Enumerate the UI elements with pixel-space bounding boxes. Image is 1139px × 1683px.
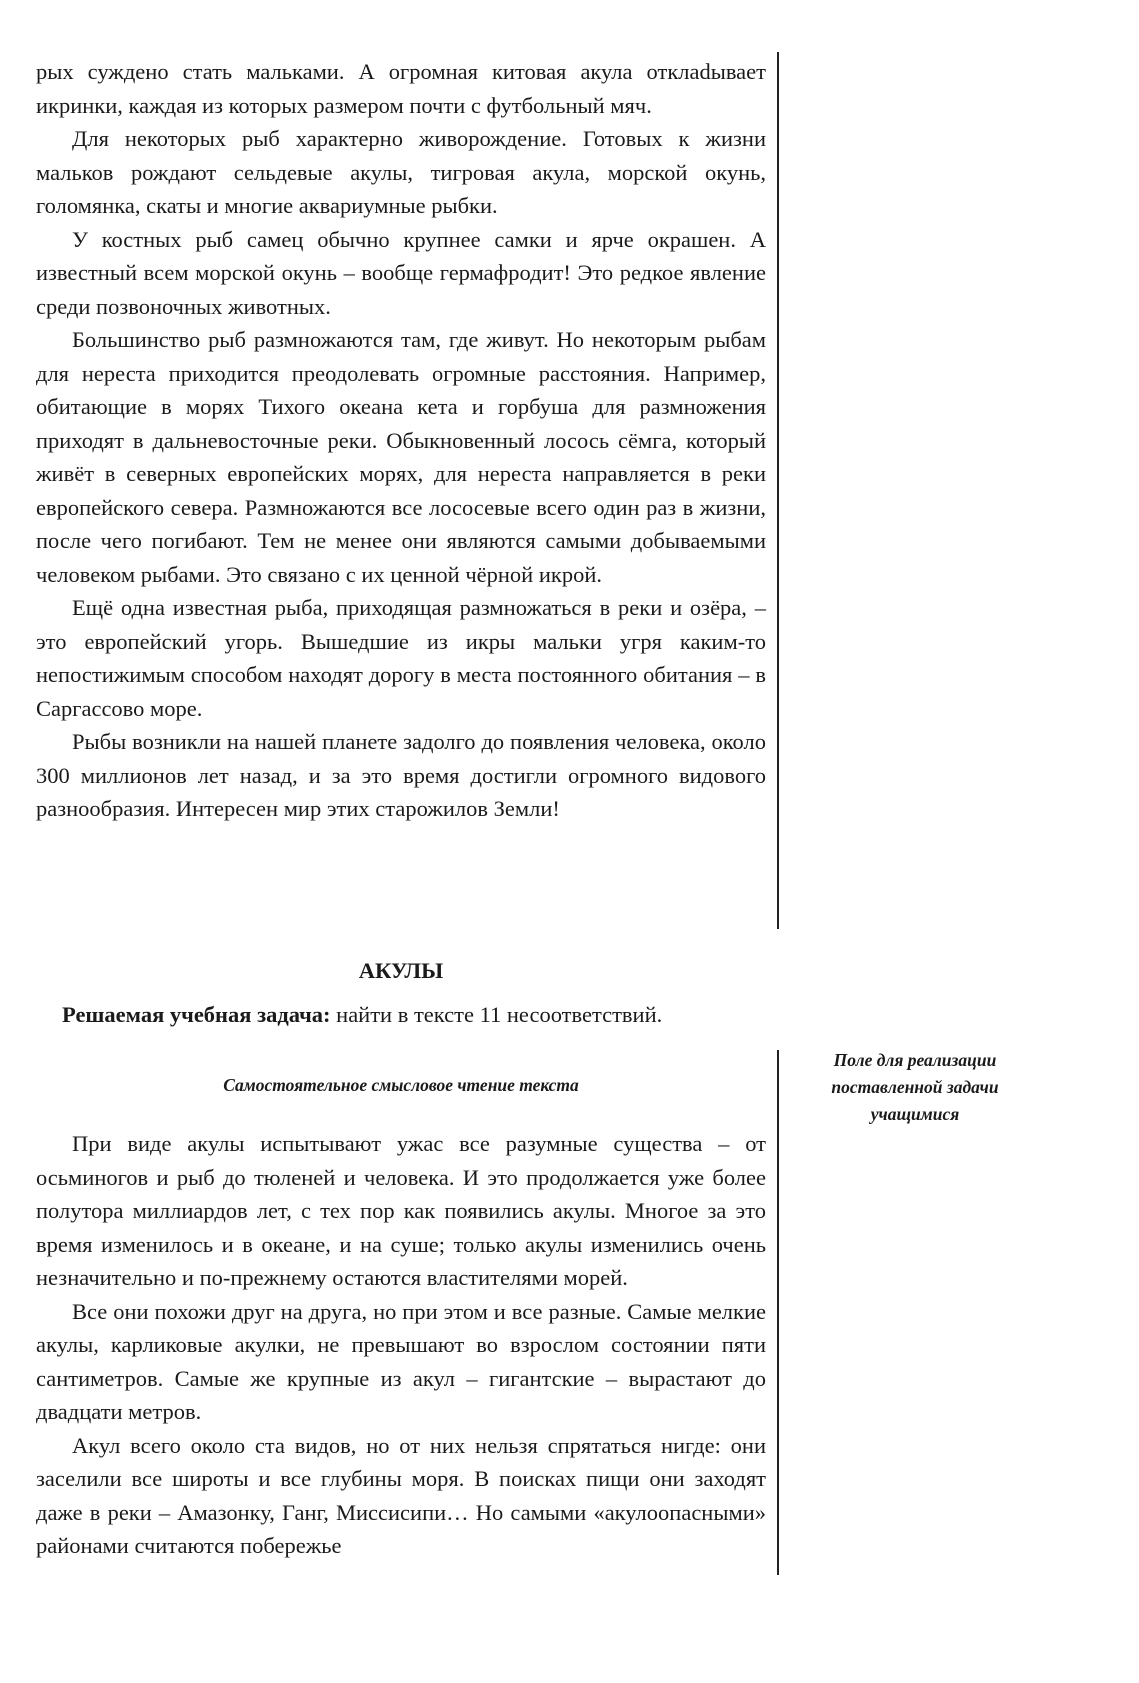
margin-divider-bottom (777, 1050, 779, 1575)
paragraph: Рыбы возникли на нашей планете задолго до появления человека, около 300 миллионов лет назад, и за это время достигли огромного видового разнообразия. Интересен мир этих старожилов Земли! (36, 729, 766, 821)
paragraph: Для некоторых рыб характерно живорождение. Готовых к жизни мальков рождают сельдевые акулы, тигровая акула, морской окунь, голомянка, скаты и многие аквариумные рыбки. (36, 126, 766, 218)
text-column-top (36, 55, 766, 826)
paragraph: рых суждено стать мальками. А огромная китовая акула отклаdывает икринки, каждая из которых размером почти с футбольный мяч. (36, 59, 766, 118)
paragraph: Ещё одна известная рыба, приходящая размножаться в реки и озёра, – это европейский угорь. Вышедшие из икры мальки угря каким-то непостижимым способом находят дорогу в места постоянного обитания – в Саргассово море. (36, 595, 766, 721)
paragraph: Акул всего около ста видов, но от них нельзя спрятаться нигде: они заселили все широты и все глубины моря. В поисках пищи они заходят даже в реки – Амазонку, Ганг, Миссисипи… Но самыми «акулоопасными» районами считаются побережье (36, 1432, 766, 1558)
paragraph: При виде акулы испытывают ужас все разумные существа – от осьминогов и рыб до тюленей и человека. И это продолжается уже более полутора миллиардов лет, с тех пор как появились акулы. Многое за это время изменилось и в океане, и на суше; только акулы изменились очень незначительно и по-прежнему остаются властителями морей. (36, 1131, 766, 1290)
text-column-bottom (36, 1127, 766, 1563)
section-title: АКУЛЫ (358, 958, 444, 983)
margin-note: Поле для реализации поставленной задачи учащимися (831, 1050, 999, 1124)
task-text: найти в тексте 11 несоответствий. (330, 1002, 663, 1027)
task-label: Решаемая учебная задача: (62, 1002, 331, 1027)
paragraph: Большинство рыб размножаются там, где живут. Но некоторым рыбам для нереста приходится преодолевать огромные расстояния. Например, обитающие в морях Тихого океана кета и горбуша для размножения приходят в дальневосточные реки. Обыкновенный лосось сёмга, который живёт в северных европейских морях, для нереста направляется в реки европейского севера. Размножаются все лососевые всего один раз в жизни, после чего погибают. Тем не менее они являются самыми добываемыми человеком рыбами. Это связано с их ценной чёрной икрой. (36, 327, 766, 587)
margin-divider-top (777, 52, 779, 929)
reading-subtitle: Самостоятельное смысловое чтение текста (223, 1075, 579, 1095)
paragraph: У костных рыб самец обычно крупнее самки и ярче окрашен. А известный всем морской окунь – вообще гермафродит! Это редкое явление среди позвоночных животных. (36, 226, 766, 319)
learning-task (62, 1002, 662, 1028)
paragraph: Все они похожи друг на друга, но при этом и все разные. Самые мелкие акулы, карликовые акулки, не превышают во взрослом состоянии пяти сантиметров. Самые же крупные из акул – гигантские – вырастают до двадцати метров. (36, 1298, 766, 1424)
